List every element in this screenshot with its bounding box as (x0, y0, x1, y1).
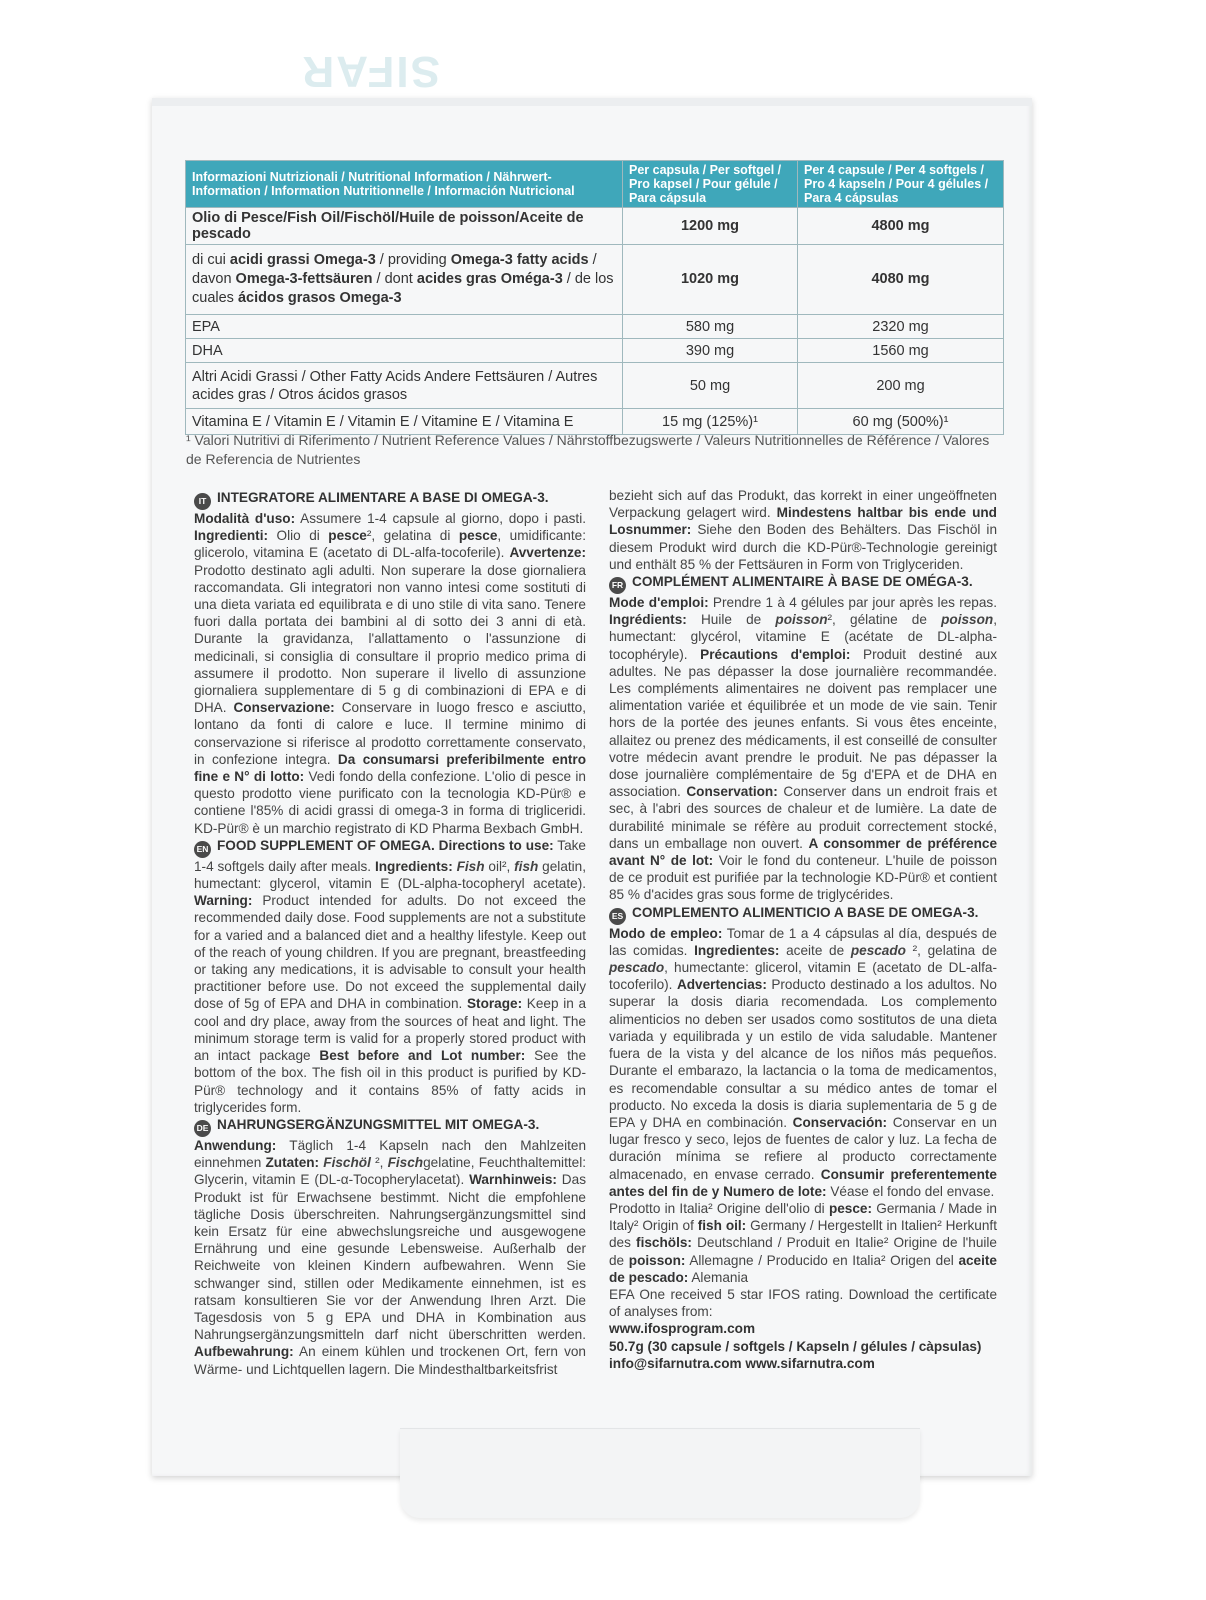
row-label: EPA (186, 315, 623, 339)
table-row (186, 245, 1004, 315)
text-column-left (194, 489, 586, 1378)
section-english: EN FOOD SUPPLEMENT OF OMEGA. Directions to use: Take 1-4 softgels daily after meals. Ingredients: Fish oil², fish gelatin, humectant: glycerol, vitamin E (DL-alpha-tocopheryl acetate). Warning: Product intended for adults. Do not exceed the recommended daily dose. Food supplements are not a substitute for a varied and a balanced diet and a healthy lifestyle. Keep out of the reach of young children. If you are pregnant, breastfeeding or taking any medications, it is advisable to consult your health practitioner before use. Do not exceed the supplemental daily dose of 5g of EPA and DHA in combination. Storage: Keep in a cool and dry place, away from the sources of heat and light. The minimum storage term is valid for a properly stored product with an intact package Best before and Lot number: See the bottom of the box. The fish oil in this product is purified by KD-Pür® technology and it contains 85% of fatty acids in triglycerides form. (194, 837, 587, 1115)
row-label: Vitamina E / Vitamin E / Vitamin E / Vitamine E / Vitamina E (186, 409, 623, 435)
box-bottom-flap (400, 1428, 920, 1518)
table-row (186, 363, 1004, 409)
nutrition-table-header (186, 161, 1004, 208)
section-title: INTEGRATORE ALIMENTARE A BASE DI OMEGA-3. (217, 490, 549, 505)
section-german: DE NAHRUNGSERGÄNZUNGSMITTEL MIT OMEGA-3. Anwendung: Täglich 1-4 Kapseln nach den Mahlzeiten einnehmen Zutaten: Fischöl ², Fischgelatine, Feuchthaltemittel: Glycerin, vitamin E (DL-α-Tocopherylacetat). Warnhinweis: Das Produkt ist für Erwachsene bestimmt. Nicht die empfohlene tägliche Dosis überschreiten. Nahrungsergänzungsmittel sind kein Ersatz für eine abwechslungsreiche und ausgewogene Ernährung und eine gesunde Lebensweise. Außerhalb der Reichweite von kleinen Kindern aufbewahren. Wenn Sie schwanger sind, stillen oder Medikamente einnehmen, ist es ratsam konsultieren Sie vor der Anwendung Ihren Arzt. Die Tagesdosis von 5 g EPA und DHA in Kombination aus Nahrungsergänzungsmitteln darf nicht überschritten werden. Aufbewahrung: An einem kühlen und trockenen Ort, fern von Wärme- und Lichtquellen lagern. Die Mindesthaltbarkeitsfrist (194, 1116, 586, 1377)
italian-flag-icon: IT (194, 493, 211, 510)
row-label: Olio di Pesce/Fish Oil/Fischöl/Huile de poisson/Aceite de pescado (186, 208, 623, 245)
english-flag-icon: EN (194, 841, 211, 858)
section-title: NAHRUNGSERGÄNZUNGSMITTEL MIT OMEGA-3. (217, 1116, 540, 1132)
origin-statement: Prodotto in Italia² Origine dell'olio di pesce: Germania / Made in Italy² Origin of fish oil: Germany / Hergestellt in Italien² Herkunft des fischöls: Deutschland / Produit en Italie² Origine de l'huile de poisson: Allemagne / Producido en Italia² Origen del aceite de pescado: Alemania (609, 1200, 997, 1285)
table-row (186, 315, 1004, 339)
reference-values-footnote: ¹ Valori Nutritivi di Riferimento / Nutrient Reference Values / Nährstoffbezugswerte / Valeurs Nutritionnelles de Référence / Valores de Referencia de Nutrientes (186, 432, 990, 467)
german-flag-icon: DE (194, 1120, 211, 1137)
nutrition-table (185, 160, 1004, 435)
row-per-capsule: 50 mg (623, 363, 798, 409)
row-label: DHA (186, 339, 623, 363)
contact-links[interactable]: info@sifarnutra.com www.sifarnutra.com (609, 1355, 875, 1371)
section-french: FR COMPLÉMENT ALIMENTAIRE À BASE DE OMÉGA-3. Mode d'emploi: Prendre 1 à 4 gélules par jour après les repas. Ingrédients: Huile de poisson², gélatine de poisson, humectant: glycérol, vitamine E (acétate de DL-alpha-tocophéryle). Précautions d'emploi: Produit destiné aux adultes. Ne pas dépasser la dose journalière recommandée. Les compléments alimentaires ne doivent pas remplacer une alimentation variée et équilibrée et un mode de vie sain. Tenir hors de la portée des jeunes enfants. Si vous êtes enceinte, allaitez ou prenez des médicaments, il est conseillé de consulter votre médecin avant prendre le produit. Ne pas dépasser la dose journalière complémentaire de 5g d'EPA et de DHA en association. Conservation: Conserver dans un endroit frais et sec, à l'abri des sources de chaleur et de lumière. La date de durabilité minimale se réfère au produit correctement stocké, dans un emballage non ouvert. A consommer de préférence avant N° de lot: Voir le fond du conteneur. L'huile de poisson de ce produit est purifiée par la technologie KD-Pür® et contient 85 % d'acides gras sous forme de triglycérides. (609, 574, 998, 903)
row-per-4: 200 mg (798, 363, 1004, 409)
row-per-4: 1560 mg (798, 339, 1004, 363)
text-column-right (609, 487, 997, 1372)
row-per-capsule: 580 mg (623, 315, 798, 339)
row-per-capsule: 1020 mg (623, 245, 798, 315)
section-title: COMPLÉMENT ALIMENTAIRE À BASE DE OMÉGA-3. (632, 574, 973, 590)
spanish-flag-icon: ES (609, 908, 626, 925)
header-nutritional-info: Informazioni Nutrizionali / Nutritional Information / Nährwert-Information / Information Nutritionnelle / Información Nutricional (186, 161, 623, 208)
row-per-capsule: 390 mg (623, 339, 798, 363)
box-top-edge (152, 98, 1032, 106)
section-german-continued: bezieht sich auf das Produkt, das korrekt in einer ungeöffneten Verpackung gelagert wird. Mindestens haltbar bis ende und Losnummer: Siehe den Boden des Behälters. Das Fischöl in diesem Produkt wird durch die KD-Pür®-Technologie gereinigt und enthält 85 % der Fettsäuren in Form von Triglyceriden. (609, 488, 997, 572)
table-row (186, 208, 1004, 245)
table-row (186, 339, 1004, 363)
row-label: Altri Acidi Grassi / Other Fatty Acids Andere Fettsäuren / Autres acides gras / Otros ácidos grasos (186, 363, 623, 409)
french-flag-icon: FR (609, 577, 626, 594)
row-per-4: 4800 mg (798, 208, 1004, 245)
ifos-link[interactable]: www.ifosprogram.com (609, 1321, 756, 1337)
section-title: COMPLEMENTO ALIMENTICIO A BASE DE OMEGA-3. (632, 904, 979, 920)
section-title: FOOD SUPPLEMENT OF OMEGA. Directions to use: (217, 837, 554, 853)
header-per-4-capsules: Per 4 capsule / Per 4 softgels / Pro 4 kapseln / Pour 4 gélules / Para 4 cápsulas (798, 161, 1004, 208)
net-weight: 50.7g (30 capsule / softgels / Kapseln / gélules / càpsulas) (609, 1338, 982, 1354)
row-per-capsule: 15 mg (125%)¹ (623, 409, 798, 435)
brand-logo-mirrored: SIFAR (300, 47, 440, 96)
row-per-4: 60 mg (500%)¹ (798, 409, 1004, 435)
section-spanish: ES COMPLEMENTO ALIMENTICIO A BASE DE OMEGA-3. Modo de empleo: Tomar de 1 a 4 cápsulas al día, después de las comidas. Ingredientes: aceite de pescado ², gelatina de pescado, humectante: glicerol, vitamin E (acetato de DL-alfa-tocoferilo). Advertencias: Producto destinado a los adultos. No superar la dosis diaria recomendada. Los complemento alimenticios no deben ser usados como sostitutos de una dieta variada y equilibrada y un estilo de vida saludable. Mantener fuera de la vista y del alcance de los niños más pequeños. Durante el embarazo, la lactancia o la toma de medicamentos, es recomendable consultar a su médico antes de tomar el producto. No exceda la dosis is diaria suplementaria de 5 g de EPA y DHA en combinación. Conservación: Conservar en un lugar fresco y seco, lejos de fuentes de calor y luz. La fecha de duración mínima se refiere al producto correctamente almacenado, en envase cerrado. Consumir preferentemente antes del fin de y Numero de lote: Véase el fondo del envase. (609, 904, 997, 1199)
row-label: di cui acidi grassi Omega-3 / providing Omega-3 fatty acids / davon Omega-3-fettsäuren / dont acides gras Oméga-3 / de los cuales ácidos grasos Omega-3 (186, 245, 623, 315)
header-per-capsule: Per capsula / Per softgel / Pro kapsel / Pour gélule / Para cápsula (623, 161, 798, 208)
section-italian: IT INTEGRATORE ALIMENTARE A BASE DI OMEGA-3. Modalità d'uso: Assumere 1-4 capsule al giorno, dopo i pasti. Ingredienti: Olio di pesce², gelatina di pesce, umidificante: glicerolo, vitamina E (acetato di DL-alfa-tocoferile). Avvertenze: Prodotto destinato agli adulti. Non superare la dose giornaliera raccomandata. Gli integratori non vanno intesi come sostituti di una dieta variata ed equilibrata e di uno stile di vita sano. Tenere fuori dalla portata dei bambini al di sotto dei 3 anni di età. Durante la gravidanza, l'allattamento o l'assunzione di medicinali, si consiglia di consultare il proprio medico prima di assumere il prodotto. Non superare il livello di assunzione giornaliera supplementare di 5 g di combinazioni di EPA e di DHA. Conservazione: Conservare in luogo fresco e asciutto, lontano da fonti di calore e luce. Il termine minimo di conservazione si riferisce al prodotto correttamente conservato, in confezione integra. Da consumarsi preferibilmente entro fine e N° di lotto: Vedi fondo della confezione. L'olio di pesce in questo prodotto viene purificato con la tecnologia KD-Pür® e contiene l'85% di acidi grassi di omega-3 in forma di trigliceridi. KD-Pür® è un marchio registrato di KD Pharma Bexbach GmbH. (194, 490, 586, 836)
row-per-4: 2320 mg (798, 315, 1004, 339)
ifos-rating: EFA One received 5 star IFOS rating. Download the certificate of analyses from: (609, 1286, 997, 1320)
row-per-capsule: 1200 mg (623, 208, 798, 245)
row-per-4: 4080 mg (798, 245, 1004, 315)
